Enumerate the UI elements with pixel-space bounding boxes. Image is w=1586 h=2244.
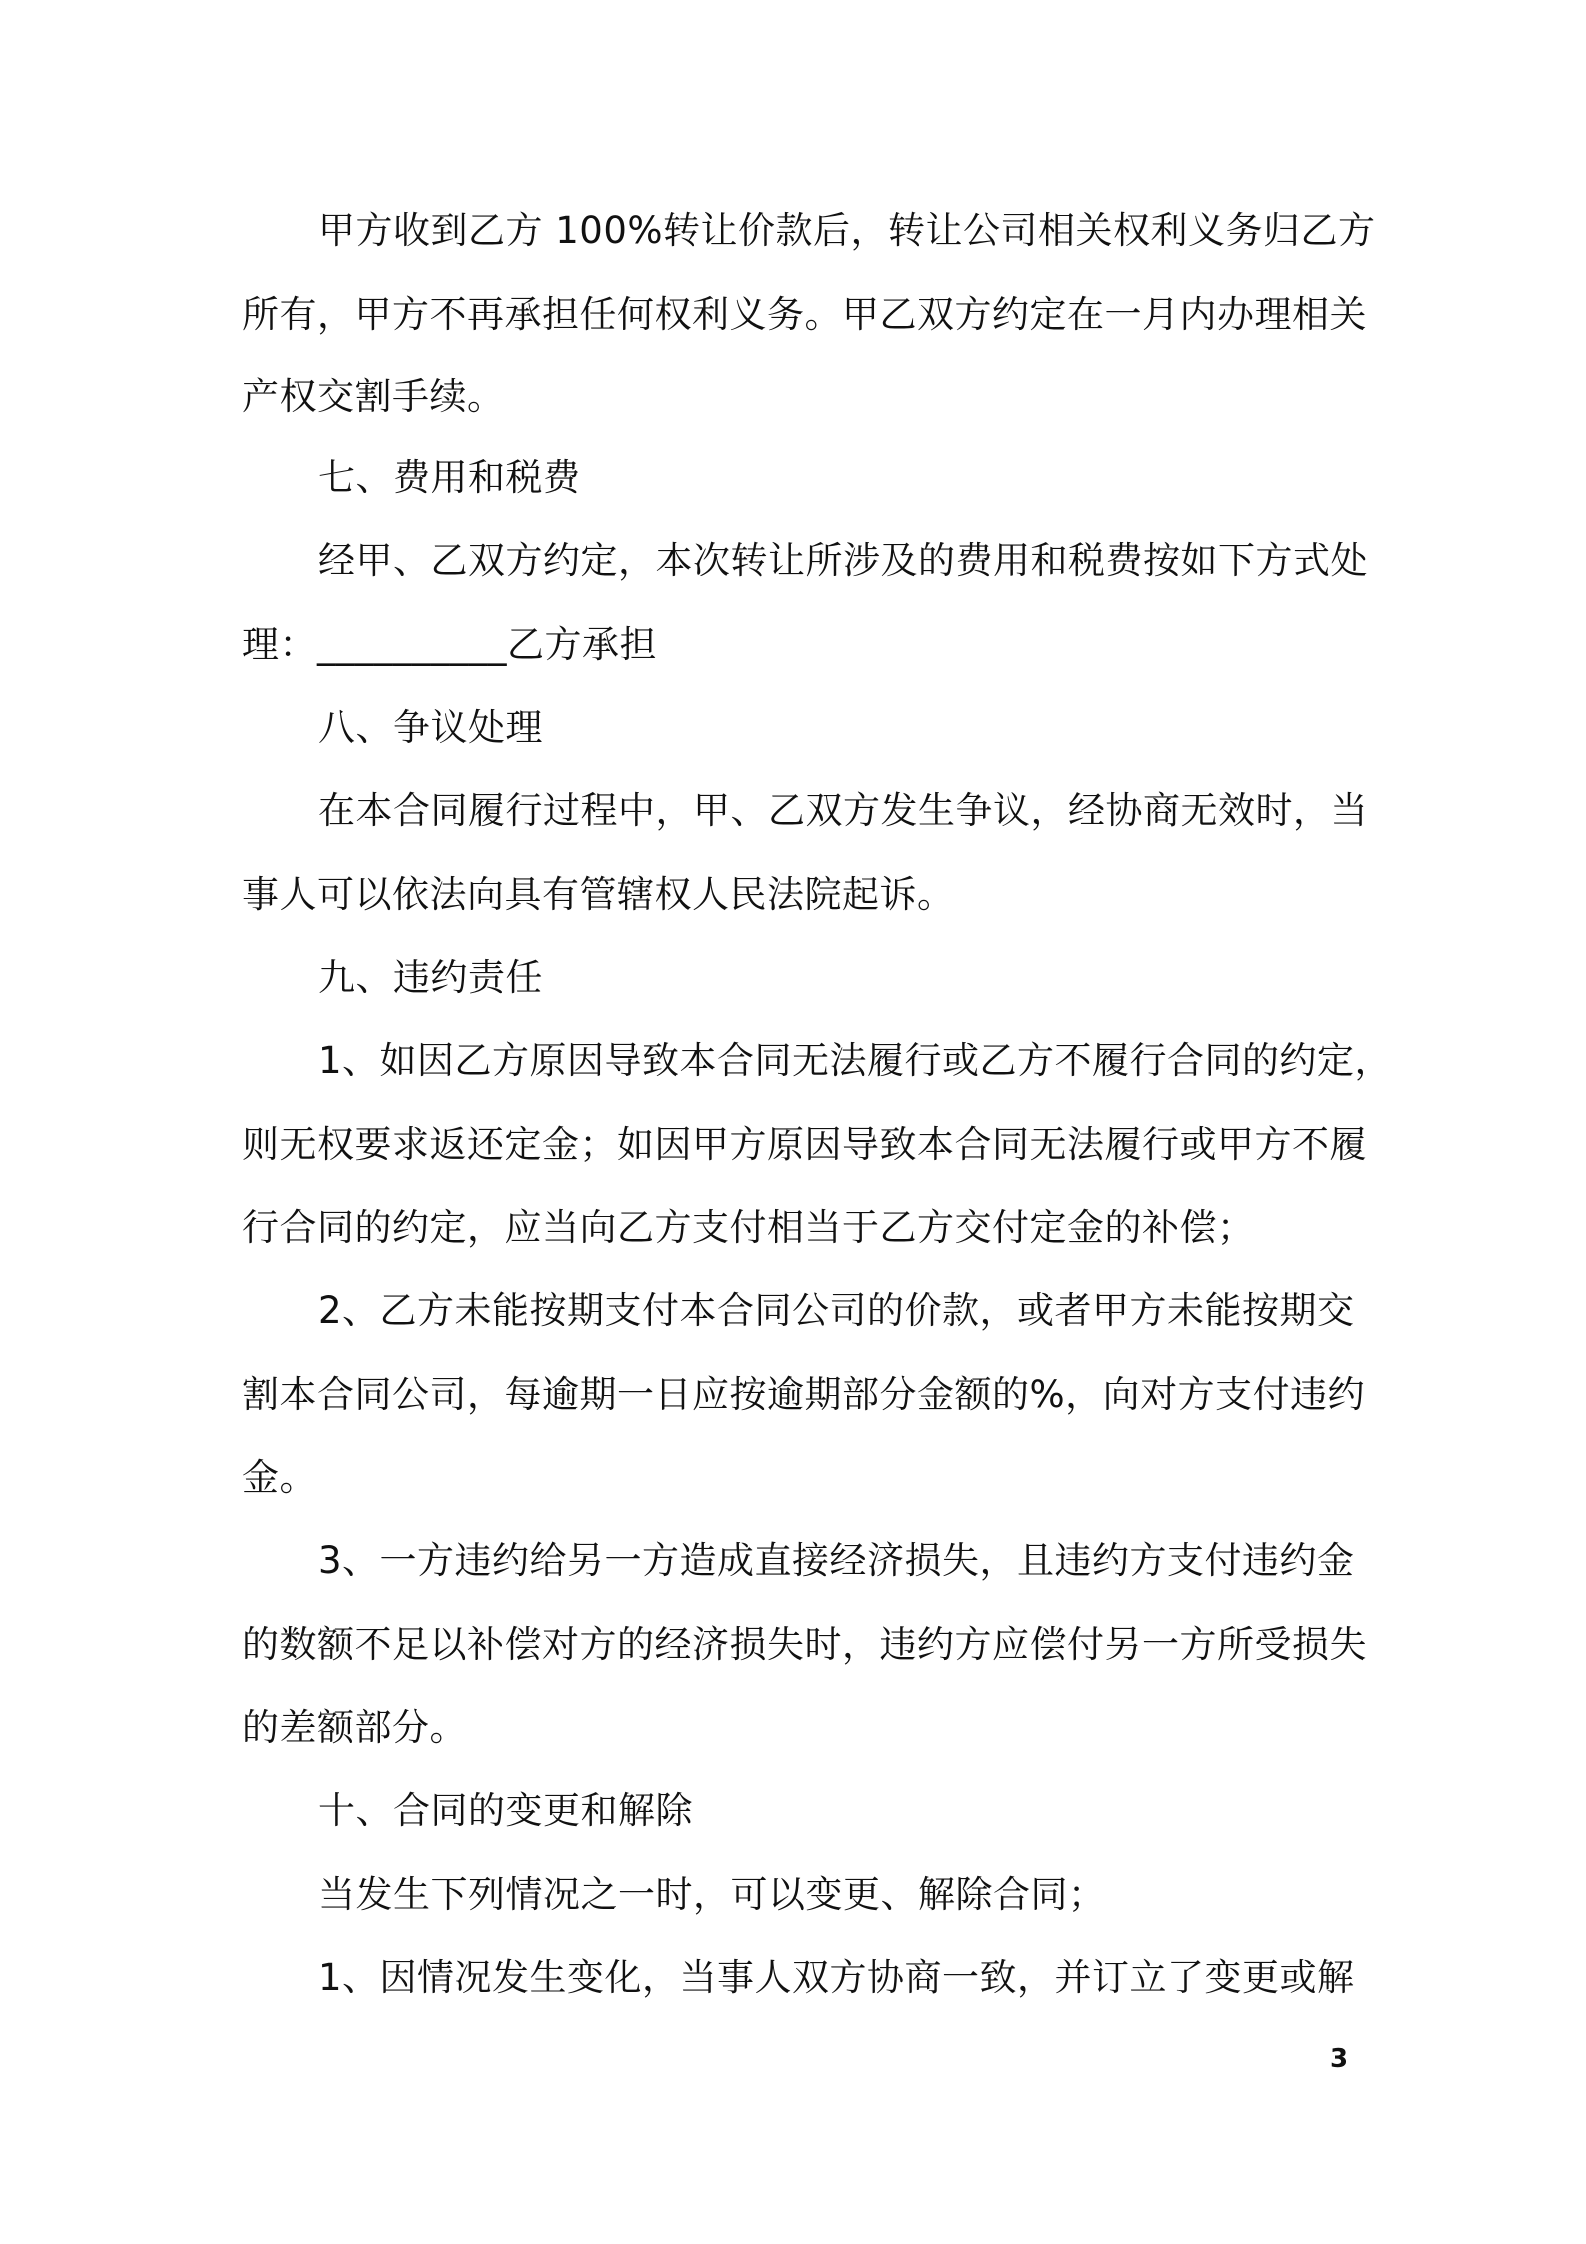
text-line-3: 产权交割手续。 (242, 375, 505, 418)
text-line-11: 1、如因乙方原因导致本合同无法履行或乙方不履行合同的约定， (318, 1039, 1393, 1082)
section-heading-9: 九、违约责任 (318, 956, 543, 999)
text-line-16: 金。 (242, 1456, 317, 1499)
text-line-8: 在本合同履行过程中，甲、乙双方发生争议，经协商无效时，当 (318, 789, 1368, 832)
section-heading-10: 十、合同的变更和解除 (318, 1789, 693, 1832)
text-line-18: 的数额不足以补偿对方的经济损失时，违约方应偿付另一方所受损失 (242, 1623, 1367, 1666)
section-heading-8: 八、争议处理 (318, 706, 543, 749)
text-line-17: 3、一方违约给另一方造成直接经济损失，且违约方支付违约金 (318, 1539, 1355, 1582)
text-line-1: 甲方收到乙方 100%转让价款后，转让公司相关权利义务归乙方 (318, 209, 1376, 252)
text-line-15: 割本合同公司，每逾期一日应按逾期部分金额的%，向对方支付违约 (242, 1373, 1366, 1416)
text-line-9: 事人可以依法向具有管辖权人民法院起诉。 (242, 873, 955, 916)
text-line-14: 2、乙方未能按期支付本合同公司的价款，或者甲方未能按期交 (318, 1289, 1355, 1332)
page-number: 3 (1330, 2044, 1349, 2074)
text-line-6: 理：__________乙方承担 (242, 623, 657, 666)
text-line-2: 所有，甲方不再承担任何权利义务。甲乙双方约定在一月内办理相关 (242, 293, 1367, 336)
section-heading-7: 七、费用和税费 (318, 456, 581, 499)
text-line-19: 的差额部分。 (242, 1706, 467, 1749)
text-line-12: 则无权要求返还定金；如因甲方原因导致本合同无法履行或甲方不履 (242, 1123, 1367, 1166)
text-line-21: 当发生下列情况之一时，可以变更、解除合同； (318, 1873, 1106, 1916)
text-line-5: 经甲、乙双方约定，本次转让所涉及的费用和税费按如下方式处 (318, 539, 1368, 582)
text-line-13: 行合同的约定，应当向乙方支付相当于乙方交付定金的补偿； (242, 1206, 1255, 1249)
text-line-22: 1、因情况发生变化，当事人双方协商一致，并订立了变更或解 (318, 1956, 1355, 1999)
